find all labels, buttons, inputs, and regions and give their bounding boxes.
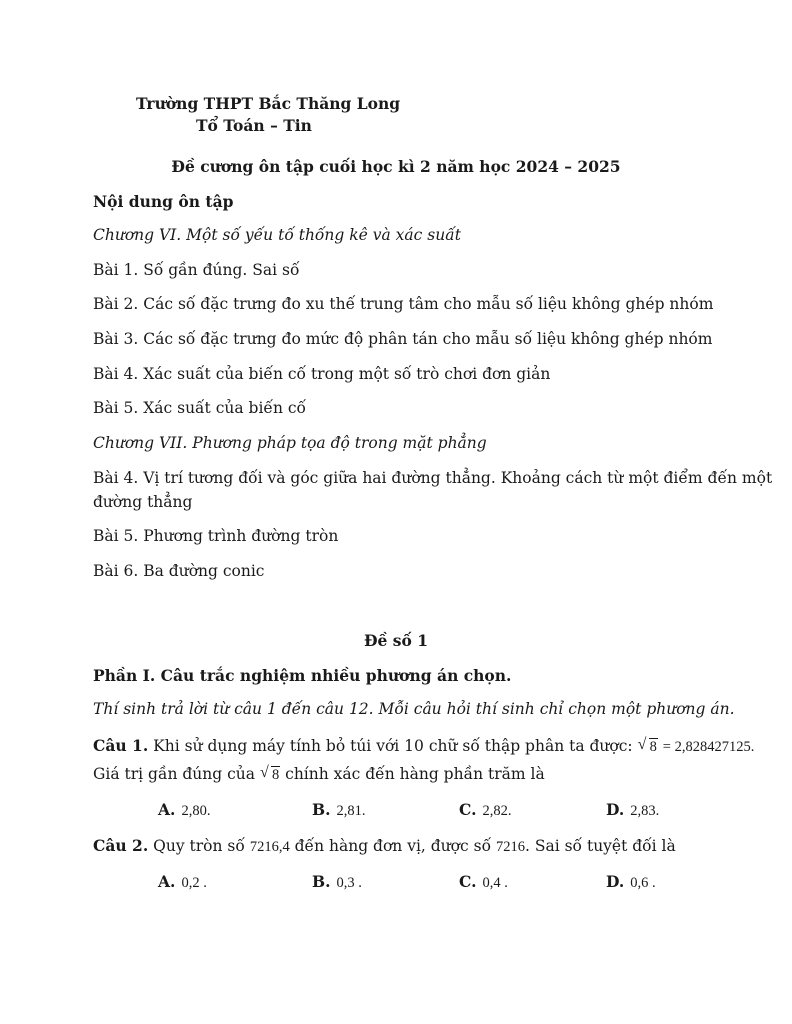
chapter-7-title: Chương VII. Phương pháp tọa độ trong mặt phẳng [93,434,487,452]
lesson-item: Bài 6. Ba đường conic [93,562,265,580]
option-value: 2,83. [630,803,660,819]
option-label: B. [312,872,331,891]
question-text: chính xác đến hàng phần trăm là [285,765,545,783]
question-text: Quy tròn số [153,837,245,855]
option-value: 2,82. [482,803,512,819]
question-text: Giá trị gần đúng của [93,765,256,783]
lesson-item: Bài 1. Số gần đúng. Sai số [93,261,300,279]
lesson-item: Bài 3. Các số đặc trưng đo mức độ phân tán cho mẫu số liệu không ghép nhóm [93,330,713,348]
option-value: 0,3 . [336,875,362,891]
question-label: Câu 1. [93,736,149,755]
part-1-heading: Phần I. Câu trắc nghiệm nhiều phương án chọn. [93,666,512,685]
q2-option-a[interactable] [158,874,207,891]
sqrt-expression: √ 8 [259,764,280,783]
lesson-item: Bài 5. Xác suất của biến cố [93,399,307,417]
school-name: Trường THPT Bắc Thăng Long [136,94,401,113]
q2-option-c[interactable] [459,874,508,891]
sqrt-argument: 8 [649,739,657,755]
lesson-item: Bài 5. Phương trình đường tròn [93,527,339,545]
question-2 [93,838,676,855]
option-label: A. [158,800,176,819]
option-label: D. [606,872,625,891]
option-value: 0,2 . [181,875,207,891]
chapter-6-title: Chương VI. Một số yếu tố thống kê và xác suất [93,226,461,244]
option-value: 2,81. [336,803,366,819]
q1-option-b[interactable] [312,802,366,819]
question-text: Khi sử dụng máy tính bỏ túi với 10 chữ số thập phân ta được: [153,737,633,755]
part-1-instruction: Thí sinh trả lời từ câu 1 đến câu 12. Mỗi câu hỏi thí sinh chỉ chọn một phương án. [93,700,735,718]
option-value: 2,80. [181,803,211,819]
q2-option-d[interactable] [606,874,656,891]
department-name: Tổ Toán – Tin [196,116,312,135]
option-value: 0,4 . [482,875,508,891]
lesson-item: Bài 4. Vị trí tương đối và góc giữa hai đường thẳng. Khoảng cách từ một điểm đến một [93,469,773,487]
option-label: C. [459,800,477,819]
q2-option-b[interactable] [312,874,362,891]
q1-option-a[interactable] [158,802,210,819]
question-1-line-2 [93,764,545,783]
lesson-item: Bài 2. Các số đặc trưng đo xu thế trung tâm cho mẫu số liệu không ghép nhóm [93,295,714,313]
question-1 [93,738,754,755]
question-text: . Sai số tuyệt đối là [525,837,676,855]
q1-option-c[interactable] [459,802,511,819]
option-label: B. [312,800,331,819]
question-text: đến hàng đơn vị, được số [294,837,492,855]
number-value: 7216,4 [249,839,290,855]
lesson-item-continued: đường thẳng [93,493,193,511]
sentence-end: . [750,739,755,755]
option-value: 0,6 . [630,875,656,891]
lesson-item: Bài 4. Xác suất của biến cố trong một số trò chơi đơn giản [93,365,551,383]
number-value: 7216 [496,839,525,855]
question-label: Câu 2. [93,836,149,855]
option-label: D. [606,800,625,819]
sqrt-argument: 8 [271,767,280,783]
sqrt-expression: √ 8 [637,736,657,755]
option-label: C. [459,872,477,891]
option-label: A. [158,872,176,891]
q1-option-d[interactable] [606,802,659,819]
document-title: Đề cương ôn tập cuối học kì 2 năm học 2024 – 2025 [171,157,621,176]
exam-title: Đề số 1 [363,631,429,650]
sqrt-result: = 2,828427125 [662,739,751,755]
content-heading: Nội dung ôn tập [93,192,234,211]
